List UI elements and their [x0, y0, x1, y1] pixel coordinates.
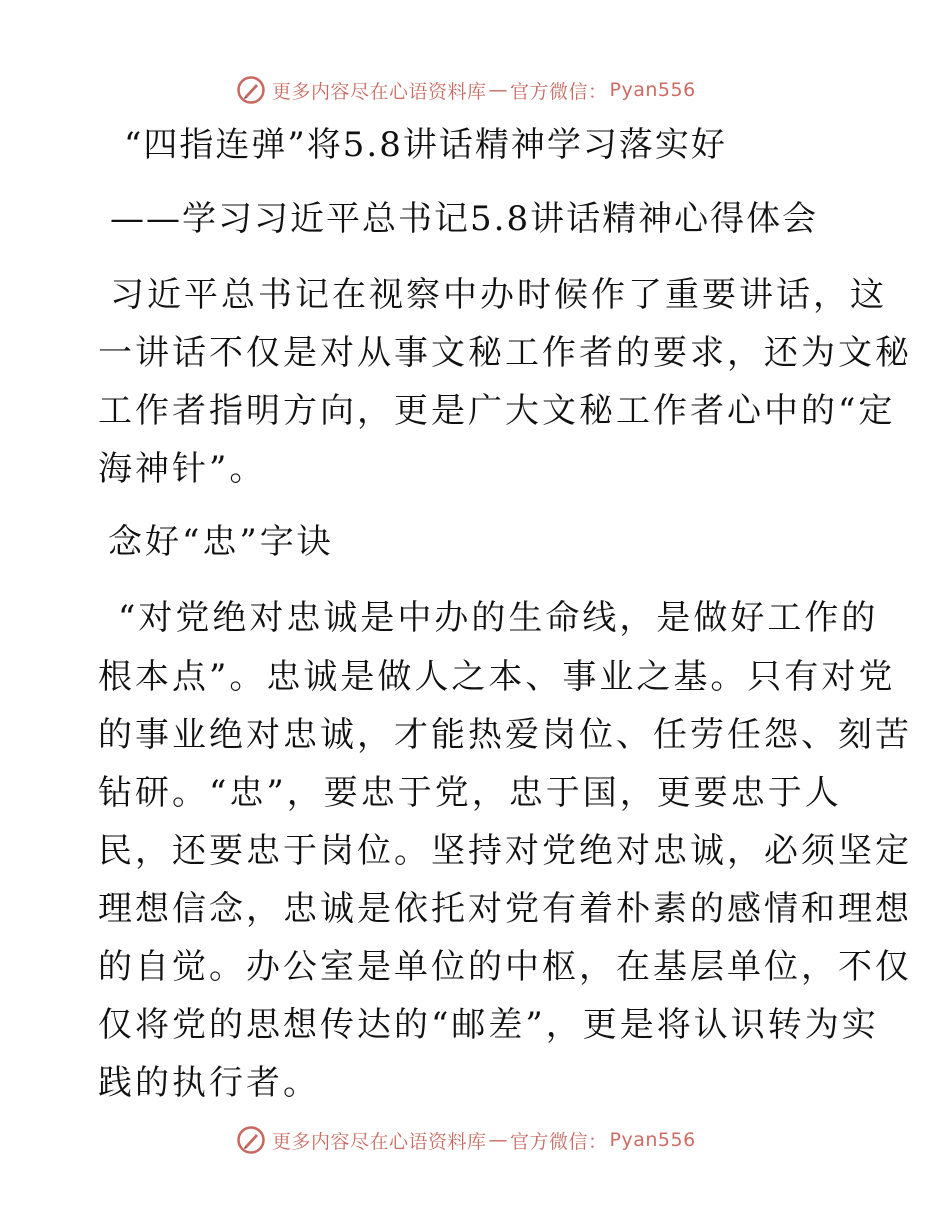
watermark-dash: —	[488, 79, 509, 101]
watermark-text: 更多内容尽在心语资料库	[272, 80, 487, 103]
pen-logo-icon	[236, 1125, 266, 1155]
section-line-5: 民，还要忠于岗位。坚持对党绝对忠诚，必须坚定	[98, 831, 912, 871]
section-line-8: 仅将党的思想传达的“邮差”，更是将认识转为实	[98, 1005, 879, 1045]
watermark-text: 更多内容尽在心语资料库	[272, 1130, 487, 1153]
watermark-label: 官方微信：	[510, 1130, 608, 1153]
section-line-4: 钻研。“忠”，要忠于党，忠于国，更要忠于人	[98, 773, 842, 813]
watermark-label: 官方微信：	[510, 80, 608, 103]
intro-line-3: 工作者指明方向，更是广大文秘工作者心中的“定	[98, 391, 896, 431]
header-watermark	[236, 73, 716, 107]
section-line-2: 根本点”。忠诚是做人之本、事业之基。只有对党	[98, 657, 896, 697]
pen-logo-icon	[236, 75, 266, 105]
document-title: “四指连弹”将5.8讲话精神学习落实好	[124, 125, 727, 165]
watermark-wechat-id: Pyan556	[609, 1129, 696, 1151]
intro-line-4: 海神针”。	[98, 449, 267, 489]
section-heading: 念好“忠”字诀	[108, 522, 334, 562]
watermark-wechat-id: Pyan556	[609, 79, 696, 101]
intro-line-2: 一讲话不仅是对从事文秘工作者的要求，还为文秘	[98, 333, 912, 373]
section-line-6: 理想信念，忠诚是依托对党有着朴素的感情和理想	[98, 889, 912, 929]
section-line-3: 的事业绝对忠诚，才能热爱岗位、任劳任怨、刻苦	[98, 715, 912, 755]
section-line-1: “对党绝对忠诚是中办的生命线，是做好工作的	[118, 598, 879, 638]
section-line-7: 的自觉。办公室是单位的中枢，在基层单位，不仅	[98, 947, 912, 987]
footer-watermark	[236, 1123, 716, 1157]
intro-line-1: 习近平总书记在视察中办时候作了重要讲话，这	[110, 275, 887, 315]
section-line-9: 践的执行者。	[98, 1063, 320, 1103]
document-subtitle: ——学习习近平总书记5.8讲话精神心得体会	[110, 199, 819, 239]
watermark-dash: —	[488, 1129, 509, 1151]
